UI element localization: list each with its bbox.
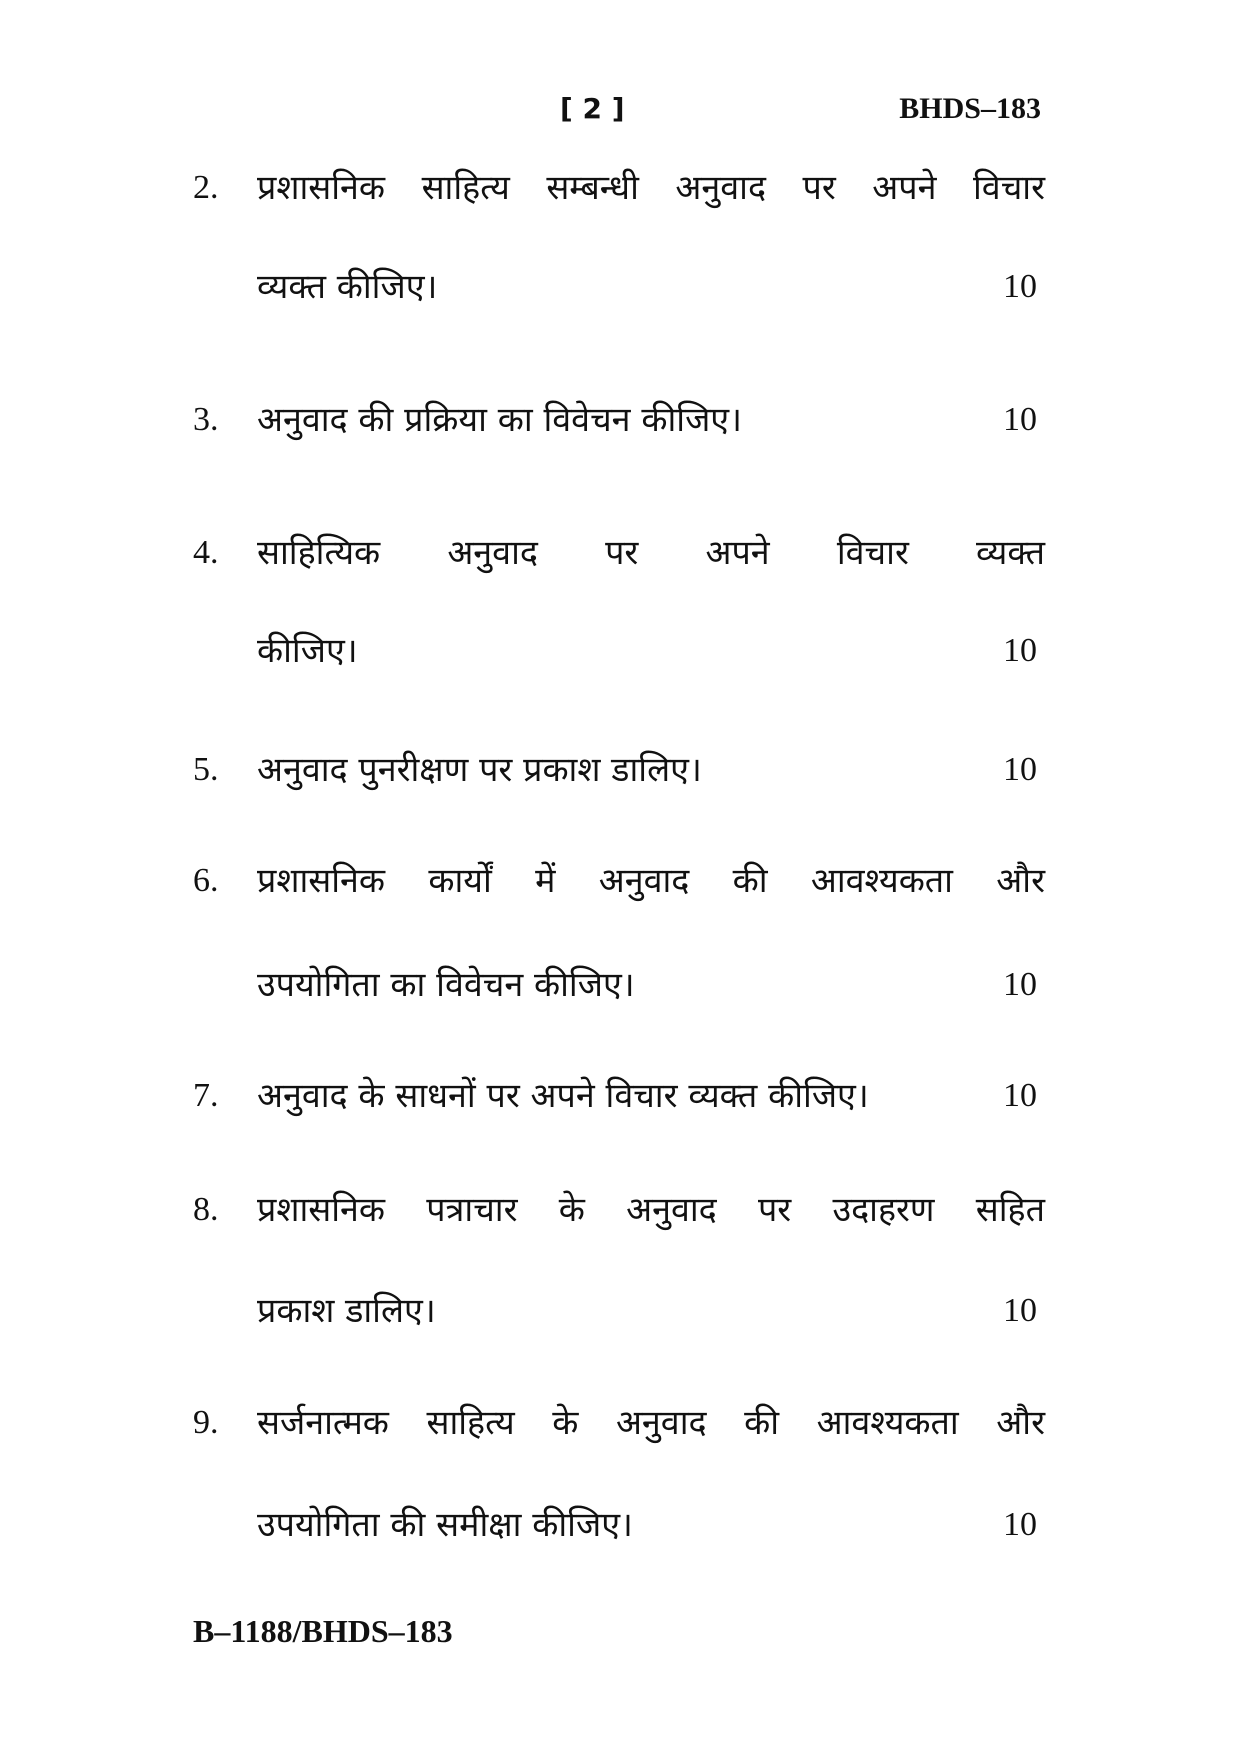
question-8 [193,1180,1045,1240]
marks: 10 [1003,268,1037,305]
question-number: 3. [193,401,219,438]
question-text: प्रशासनिक साहित्य सम्बन्धी अनुवाद पर अपने विचार [257,168,1045,208]
question-3 [193,390,1045,450]
question-number: 4. [193,534,219,571]
question-text: सर्जनात्मक साहित्य के अनुवाद की आवश्यकता और [257,1403,1045,1443]
question-6-continuation [257,955,1045,1015]
question-2-continuation [257,257,1045,317]
question-text-cont: उपयोगिता का विवेचन कीजिए। [257,965,635,1005]
question-number: 7. [193,1077,219,1114]
footer-paper-code: B–1188/BHDS–183 [193,1613,453,1649]
question-text: अनुवाद के साधनों पर अपने विचार व्यक्त कीजिए। [257,1076,869,1116]
question-number: 9. [193,1404,219,1441]
question-7 [193,1066,1045,1126]
page-number: [ 2 ] [560,92,625,125]
marks: 10 [1003,751,1037,788]
question-text-cont: व्यक्त कीजिए। [257,267,438,307]
question-text: प्रशासनिक कार्यों में अनुवाद की आवश्यकता और [257,861,1045,901]
marks: 10 [1003,1292,1037,1329]
question-9-continuation [257,1495,1045,1555]
question-number: 6. [193,862,219,899]
question-4-continuation [257,621,1045,681]
marks: 10 [1003,1506,1037,1543]
question-8-continuation [257,1281,1045,1341]
question-6 [193,851,1045,911]
question-number: 5. [193,751,219,788]
question-text-cont: कीजिए। [257,631,358,671]
question-text: अनुवाद पुनरीक्षण पर प्रकाश डालिए। [257,750,702,790]
question-text: अनुवाद की प्रक्रिया का विवेचन कीजिए। [257,400,742,440]
marks: 10 [1003,1077,1037,1114]
question-number: 2. [193,169,219,206]
question-text: साहित्यिक अनुवाद पर अपने विचार व्यक्त [257,533,1045,573]
question-9 [193,1393,1045,1453]
question-number: 8. [193,1191,219,1228]
question-4 [193,523,1045,583]
question-5 [193,740,1045,800]
question-text-cont: उपयोगिता की समीक्षा कीजिए। [257,1505,633,1545]
question-text: प्रशासनिक पत्राचार के अनुवाद पर उदाहरण सहित [257,1190,1045,1230]
marks: 10 [1003,632,1037,669]
paper-code-header: BHDS–183 [899,92,1041,125]
question-2 [193,158,1045,218]
marks: 10 [1003,401,1037,438]
marks: 10 [1003,966,1037,1003]
question-text-cont: प्रकाश डालिए। [257,1291,436,1331]
